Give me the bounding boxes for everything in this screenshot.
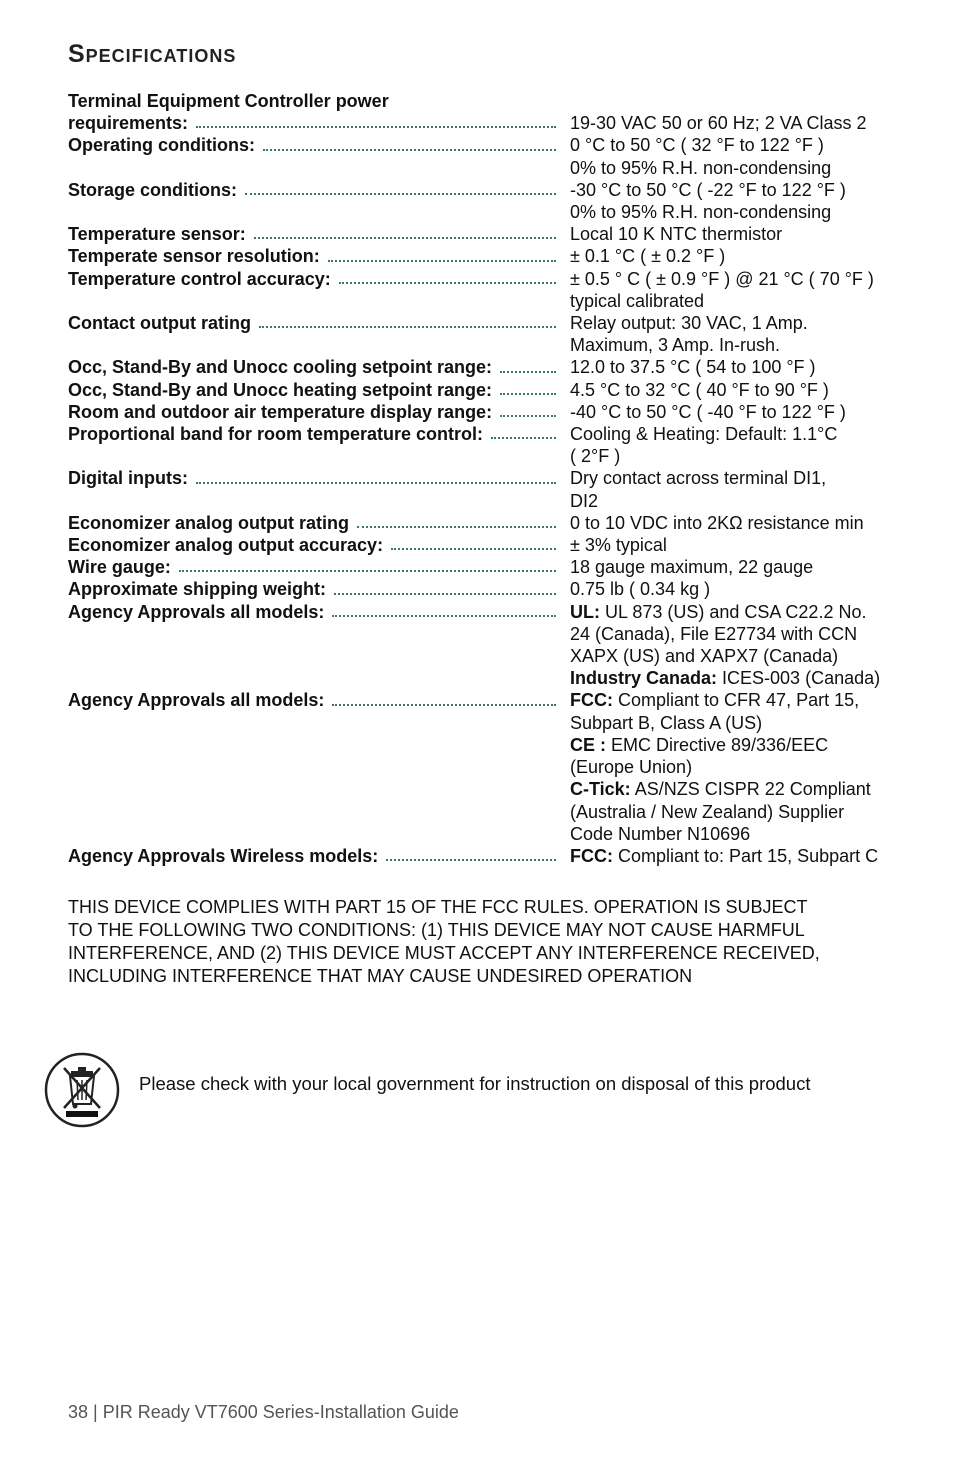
spec-label	[68, 689, 556, 711]
specifications-list	[68, 90, 908, 867]
spec-value-line	[570, 534, 910, 556]
spec-value-line	[570, 312, 910, 334]
spec-label-text: Room and outdoor air temperature display range:	[68, 401, 493, 422]
spec-label	[68, 245, 556, 267]
spec-row	[68, 90, 908, 134]
spec-value	[570, 423, 910, 467]
spec-label-line	[68, 112, 556, 134]
spec-label-line	[68, 268, 556, 290]
spec-label-text: Temperature control accuracy:	[68, 268, 331, 289]
spec-value-line	[570, 423, 910, 445]
spec-label	[68, 90, 556, 134]
spec-label-text: Agency Approvals all models:	[68, 690, 325, 711]
spec-value-text: ICES-003 (Canada)	[717, 668, 881, 689]
spec-label-text: Economizer analog output accuracy:	[68, 535, 384, 556]
notice-line: INCLUDING INTERFERENCE THAT MAY CAUSE UNDESIRED OPERATION	[68, 966, 693, 986]
spec-value-line	[570, 512, 910, 534]
spec-value-text: Local 10 K NTC thermistor	[570, 224, 783, 245]
spec-value-line	[570, 445, 910, 467]
spec-row	[68, 534, 908, 556]
spacer	[570, 90, 910, 112]
spec-label-line	[68, 845, 556, 867]
spec-value-text: Dry contact across terminal DI1,	[570, 468, 827, 489]
spec-value-text: 19-30 VAC 50 or 60 Hz; 2 VA Class 2	[570, 113, 867, 134]
crossed-out-wheelie-bin-icon	[44, 1052, 120, 1128]
spec-value-text: 4.5 °C to 32 °C ( 40 °F to 90 °F )	[570, 379, 829, 400]
spec-label	[68, 512, 556, 534]
spec-value-text: DI2	[570, 490, 599, 511]
spec-row	[68, 689, 908, 844]
spec-value-text: AS/NZS CISPR 22 Compliant	[630, 779, 871, 800]
spec-value-text: 0.75 lb ( 0.34 kg )	[570, 579, 711, 600]
spec-value	[570, 601, 910, 690]
spec-value-line	[570, 756, 910, 778]
spec-label	[68, 534, 556, 556]
spec-label-text: Digital inputs:	[68, 468, 188, 489]
spec-value	[570, 245, 910, 267]
spec-value-line	[570, 179, 910, 201]
spec-label-line	[68, 512, 556, 534]
spec-value-line	[570, 490, 910, 512]
spec-value	[570, 578, 910, 600]
spec-value-text: Compliant to CFR 47, Part 15,	[613, 690, 860, 711]
spec-label	[68, 356, 556, 378]
spec-label	[68, 467, 556, 489]
spec-label-line	[68, 467, 556, 489]
spec-value-line	[570, 845, 910, 867]
spec-value-text: -30 °C to 50 °C ( -22 °F to 122 °F )	[570, 179, 846, 200]
spec-row	[68, 467, 908, 511]
spec-value-key: Industry Canada:	[570, 668, 718, 689]
spec-label-line	[68, 534, 556, 556]
spec-value-line	[570, 245, 910, 267]
spec-value-line	[570, 556, 910, 578]
spec-value-key: C-Tick:	[570, 779, 631, 800]
spec-label-line	[68, 245, 556, 267]
spec-value-text: ± 0.1 °C ( ± 0.2 °F )	[570, 246, 726, 267]
fcc-notice	[68, 896, 898, 988]
spec-value-text: typical calibrated	[570, 290, 705, 311]
spec-label	[68, 556, 556, 578]
notice-line: THIS DEVICE COMPLIES WITH PART 15 OF THE FCC RULES. OPERATION IS SUBJECT	[68, 897, 808, 917]
notice-line: TO THE FOLLOWING TWO CONDITIONS: (1) THIS DEVICE MAY NOT CAUSE HARMFUL	[68, 920, 805, 940]
spec-value-text: 18 gauge maximum, 22 gauge	[570, 557, 814, 578]
spec-row	[68, 423, 908, 467]
spec-label	[68, 268, 556, 290]
spec-value	[570, 401, 910, 423]
spec-label-text: Occ, Stand-By and Unocc cooling setpoint range:	[68, 357, 493, 378]
spec-value-line	[570, 401, 910, 423]
spec-value-line	[570, 467, 910, 489]
spec-value-text: EMC Directive 89/336/EEC	[606, 734, 829, 755]
spec-label	[68, 379, 556, 401]
spec-value	[570, 379, 910, 401]
spec-label-text: Temperate sensor resolution:	[68, 246, 320, 267]
dot-leader	[491, 437, 556, 439]
dot-leader	[179, 570, 556, 572]
spec-value-line	[570, 689, 910, 711]
spec-label-text: Operating conditions:	[68, 135, 255, 156]
spec-row	[68, 179, 908, 223]
spec-label-line	[68, 179, 556, 201]
dot-leader	[391, 548, 556, 550]
spec-value-line	[570, 379, 910, 401]
spec-value	[570, 223, 910, 245]
dot-leader	[332, 615, 556, 617]
spec-value-key: UL:	[570, 601, 600, 622]
spec-row	[68, 556, 908, 578]
spec-value-text: (Australia / New Zealand) Supplier	[570, 801, 845, 822]
spec-value	[570, 845, 910, 867]
spec-value-line	[570, 645, 910, 667]
spec-label	[68, 134, 556, 156]
spec-row	[68, 845, 908, 867]
page-title: Specifications	[68, 40, 237, 68]
spec-label-text: Approximate shipping weight:	[68, 579, 327, 600]
spec-value	[570, 534, 910, 556]
spec-label-text: Terminal Equipment Controller power	[68, 91, 389, 111]
spec-label-text: requirements:	[68, 113, 189, 134]
spec-value-line	[570, 667, 910, 689]
spec-label	[68, 845, 556, 867]
spec-value-line	[570, 578, 910, 600]
spec-value-line	[570, 712, 910, 734]
spec-value	[570, 467, 910, 511]
dot-leader	[259, 326, 556, 328]
spec-label-line	[68, 90, 556, 112]
spec-value-text: (Europe Union)	[570, 757, 693, 778]
page-footer: 38 | PIR Ready VT7600 Series-Installation Guide	[68, 1402, 459, 1422]
spec-value-key: CE :	[570, 734, 606, 755]
spec-label-line	[68, 134, 556, 156]
dot-leader	[328, 260, 556, 262]
spec-row	[68, 401, 908, 423]
dot-leader	[263, 149, 556, 151]
dot-leader	[196, 482, 556, 484]
spec-value-text: Compliant to: Part 15, Subpart C	[613, 845, 879, 866]
spec-label	[68, 578, 556, 600]
spec-value-line	[570, 601, 910, 623]
dot-leader	[334, 593, 556, 595]
spec-label-text: Contact output rating	[68, 313, 251, 334]
spec-value	[570, 90, 910, 134]
spec-value-line	[570, 134, 910, 156]
dot-leader	[500, 393, 556, 395]
spec-label-text: Agency Approvals Wireless models:	[68, 845, 379, 866]
spec-label-text: Agency Approvals all models:	[68, 601, 325, 622]
spec-value-line	[570, 734, 910, 756]
dot-leader	[245, 193, 556, 195]
spec-value-text: 24 (Canada), File E27734 with CCN	[570, 623, 858, 644]
spec-value	[570, 134, 910, 178]
spec-row	[68, 312, 908, 356]
spec-value	[570, 268, 910, 312]
spec-label	[68, 423, 556, 445]
spec-value-text: -40 °C to 50 °C ( -40 °F to 122 °F )	[570, 401, 846, 422]
spec-value	[570, 356, 910, 378]
spec-value	[570, 556, 910, 578]
spec-row	[68, 512, 908, 534]
spec-value-text: Cooling & Heating: Default: 1.1°C	[570, 424, 838, 445]
dot-leader	[500, 415, 556, 417]
spec-value-text: XAPX (US) and XAPX7 (Canada)	[570, 646, 839, 667]
spec-value-line	[570, 778, 910, 800]
spec-value	[570, 512, 910, 534]
spec-value-text: 0 °C to 50 °C ( 32 °F to 122 °F )	[570, 135, 824, 156]
spec-label-line	[68, 689, 556, 711]
spec-label-text: Proportional band for room temperature control:	[68, 424, 484, 445]
spec-row	[68, 578, 908, 600]
spec-value-line	[570, 157, 910, 179]
dot-leader	[500, 371, 556, 373]
spec-value-text: ± 3% typical	[570, 535, 667, 556]
spec-value	[570, 179, 910, 223]
spec-value-text: ± 0.5 ° C ( ± 0.9 °F ) @ 21 °C ( 70 °F )	[570, 268, 874, 289]
spec-label-line	[68, 423, 556, 445]
spec-row	[68, 223, 908, 245]
spec-label	[68, 223, 556, 245]
spec-row	[68, 379, 908, 401]
spec-value	[570, 689, 910, 844]
spec-label-text: Storage conditions:	[68, 179, 238, 200]
spec-label	[68, 601, 556, 623]
spec-label-line	[68, 578, 556, 600]
spec-value-line	[570, 823, 910, 845]
spec-label-line	[68, 601, 556, 623]
spec-value-line	[570, 112, 910, 134]
dot-leader	[357, 526, 556, 528]
spec-value-line	[570, 356, 910, 378]
spec-row	[68, 356, 908, 378]
spec-value-key: FCC:	[570, 690, 613, 711]
spec-value-text: ( 2°F )	[570, 446, 621, 467]
spec-row	[68, 245, 908, 267]
spec-row	[68, 134, 908, 178]
spec-value-text: Maximum, 3 Amp. In-rush.	[570, 335, 781, 356]
spec-label	[68, 179, 556, 201]
spec-value-text: 0% to 95% R.H. non-condensing	[570, 202, 832, 223]
spec-value-text: Relay output: 30 VAC, 1 Amp.	[570, 313, 808, 334]
spec-label-line	[68, 223, 556, 245]
spec-label-text: Temperature sensor:	[68, 224, 246, 245]
spec-row	[68, 268, 908, 312]
spec-value-line	[570, 201, 910, 223]
spec-value-line	[570, 268, 910, 290]
spec-value-text: 0 to 10 VDC into 2KΩ resistance min	[570, 512, 864, 533]
spec-label-line	[68, 356, 556, 378]
dot-leader	[386, 859, 556, 861]
disposal-instruction: Please check with your local government for instruction on disposal of this product	[139, 1073, 811, 1094]
spec-value-line	[570, 223, 910, 245]
spec-value-text: Code Number N10696	[570, 823, 751, 844]
spec-label	[68, 312, 556, 334]
notice-line: INTERFERENCE, AND (2) THIS DEVICE MUST ACCEPT ANY INTERFERENCE RECEIVED,	[68, 943, 820, 963]
spec-label-line	[68, 401, 556, 423]
spec-value-line	[570, 334, 910, 356]
spec-label	[68, 401, 556, 423]
spec-value-text: Subpart B, Class A (US)	[570, 712, 763, 733]
spec-label-text: Economizer analog output rating	[68, 512, 350, 533]
spec-value-text: UL 873 (US) and CSA C22.2 No.	[600, 601, 867, 622]
spec-label-text: Wire gauge:	[68, 557, 171, 578]
dot-leader	[332, 704, 556, 706]
dot-leader	[339, 282, 556, 284]
dot-leader	[196, 126, 556, 128]
spec-value-key: FCC:	[570, 845, 613, 866]
spec-value-line	[570, 623, 910, 645]
spec-value-text: 0% to 95% R.H. non-condensing	[570, 157, 832, 178]
spec-label-line	[68, 312, 556, 334]
spec-value-line	[570, 290, 910, 312]
spec-row	[68, 601, 908, 690]
spec-label-line	[68, 379, 556, 401]
spec-label-text: Occ, Stand-By and Unocc heating setpoint range:	[68, 379, 493, 400]
spec-label-line	[68, 556, 556, 578]
spec-value-text: 12.0 to 37.5 °C ( 54 to 100 °F )	[570, 357, 816, 378]
dot-leader	[254, 237, 556, 239]
spec-value	[570, 312, 910, 356]
spec-value-line	[570, 801, 910, 823]
